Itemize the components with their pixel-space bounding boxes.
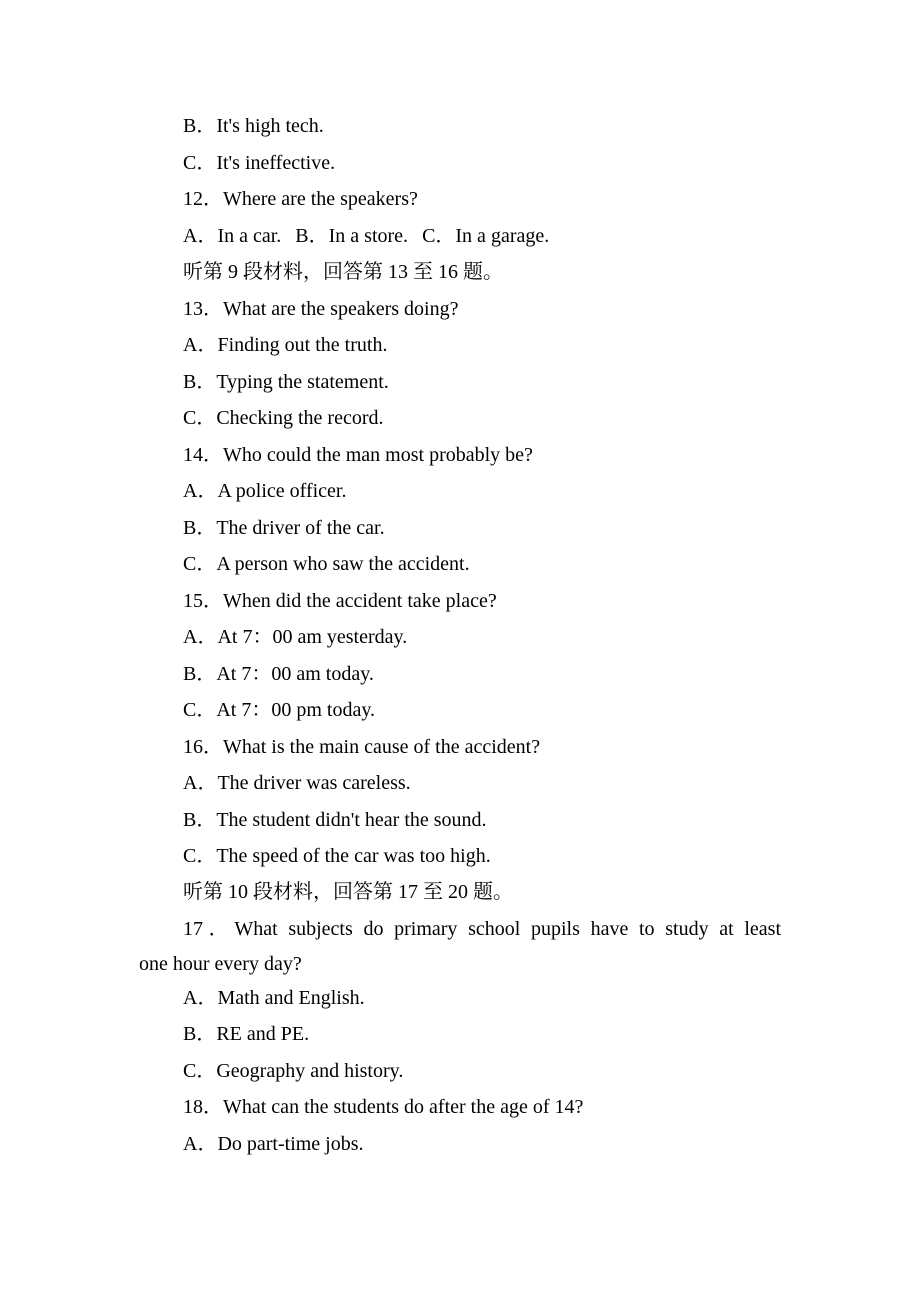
option-13-a: A．Finding out the truth. [183, 334, 388, 356]
question-15: 15．When did the accident take place? [183, 590, 497, 612]
question-18: 18．What can the students do after the age of 14? [183, 1096, 584, 1118]
section-instruction-10: 听第 10 段材料，回答第 17 至 20 题。 [183, 881, 513, 903]
option-17-c: C．Geography and history. [183, 1060, 404, 1082]
option-14-c: C．A person who saw the accident. [183, 553, 470, 575]
option-12-c: C．In a garage. [422, 225, 550, 247]
question-14: 14．Who could the man most probably be? [183, 444, 533, 466]
option-16-a: A．The driver was careless. [183, 772, 411, 794]
option-16-c: C．The speed of the car was too high. [183, 845, 491, 867]
option-12-b: B．In a store. [295, 225, 409, 247]
option-14-a: A．A police officer. [183, 480, 347, 502]
option-12-a: A．In a car. [183, 225, 282, 247]
question-13: 13．What are the speakers doing? [183, 298, 459, 320]
option-17-b: B．RE and PE. [183, 1023, 310, 1045]
question-17: 17．What subjects do primary school pupils have to study at least [183, 918, 781, 940]
option-15-b: B．At 7：00 am today. [183, 663, 374, 685]
option-11-b: B．It's high tech. [183, 115, 324, 137]
option-17-a: A．Math and English. [183, 987, 365, 1009]
option-15-a: A．At 7：00 am yesterday. [183, 626, 408, 648]
section-instruction-9: 听第 9 段材料，回答第 13 至 16 题。 [183, 261, 503, 283]
option-18-a: A．Do part-time jobs. [183, 1133, 364, 1155]
question-17-continuation: one hour every day? [139, 953, 302, 975]
option-14-b: B．The driver of the car. [183, 517, 385, 539]
option-11-c: C．It's ineffective. [183, 152, 336, 174]
option-13-b: B．Typing the statement. [183, 371, 389, 393]
options-12 [183, 224, 549, 248]
question-12: 12．Where are the speakers? [183, 188, 418, 210]
option-13-c: C．Checking the record. [183, 407, 384, 429]
question-16: 16．What is the main cause of the accident? [183, 736, 541, 758]
option-15-c: C．At 7：00 pm today. [183, 699, 376, 721]
option-16-b: B．The student didn't hear the sound. [183, 809, 487, 831]
